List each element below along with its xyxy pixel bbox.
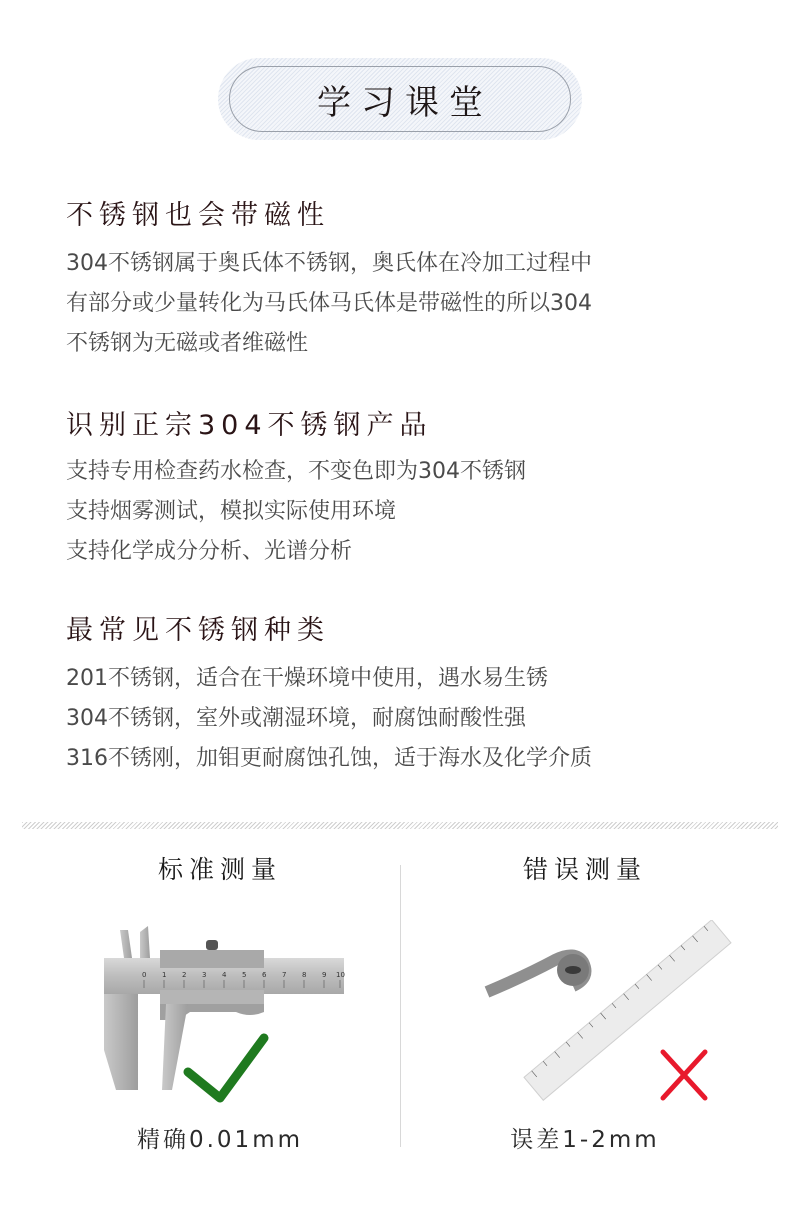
body-line: 不锈钢为无磁或者维磁性 xyxy=(66,331,309,356)
header-pill xyxy=(229,66,571,132)
section-title: 最常见不锈钢种类 xyxy=(66,615,330,646)
tape-and-ruler-illustration xyxy=(405,920,765,1120)
header-badge xyxy=(218,58,582,140)
standard-measurement-panel xyxy=(40,850,400,1170)
panel-caption: 误差1-2mm xyxy=(510,1127,660,1153)
svg-text:8: 8 xyxy=(302,971,307,979)
svg-text:4: 4 xyxy=(222,971,227,979)
svg-text:1: 1 xyxy=(162,971,167,979)
svg-text:6: 6 xyxy=(262,971,267,979)
svg-text:10: 10 xyxy=(336,971,345,979)
page-title: 学习课堂 xyxy=(317,82,493,123)
section-body xyxy=(66,452,746,572)
body-line: 304不锈钢，室外或潮湿环境，耐腐蚀耐酸性强 xyxy=(66,706,526,731)
body-line: 支持化学成分分析、光谱分析 xyxy=(66,539,353,564)
svg-text:5: 5 xyxy=(242,971,247,979)
section-body xyxy=(66,244,746,364)
svg-text:0: 0 xyxy=(142,971,147,979)
section-body xyxy=(66,659,746,779)
svg-text:2: 2 xyxy=(182,971,187,979)
body-line: 304不锈钢属于奥氏体不锈钢，奥氏体在冷加工过程中 xyxy=(66,251,592,276)
incorrect-measurement-panel xyxy=(405,850,765,1170)
body-line: 支持专用检查药水检查，不变色即为304不锈钢 xyxy=(66,459,526,484)
section-identify xyxy=(66,408,746,572)
body-line: 316不锈刚，加钼更耐腐蚀孔蚀，适于海水及化学介质 xyxy=(66,746,592,771)
column-divider xyxy=(400,865,401,1147)
svg-text:3: 3 xyxy=(202,971,207,979)
panel-title: 错误测量 xyxy=(522,855,647,884)
body-line: 支持烟雾测试，模拟实际使用环境 xyxy=(66,499,397,524)
stripe-divider xyxy=(22,822,778,829)
body-line: 201不锈钢，适合在干燥环境中使用，遇水易生锈 xyxy=(66,666,548,691)
svg-text:9: 9 xyxy=(322,971,327,979)
section-magnetism xyxy=(66,198,746,364)
cross-icon xyxy=(663,1052,705,1098)
panel-title: 标准测量 xyxy=(157,855,282,884)
check-icon xyxy=(188,1038,264,1098)
vernier-caliper-illustration xyxy=(40,920,400,1120)
section-title: 识别正宗304不锈钢产品 xyxy=(66,410,433,441)
section-types xyxy=(66,613,746,779)
svg-text:7: 7 xyxy=(282,971,287,979)
panel-caption: 精确0.01mm xyxy=(136,1127,304,1153)
body-line: 有部分或少量转化为马氏体马氏体是带磁性的所以304 xyxy=(66,291,592,316)
section-title: 不锈钢也会带磁性 xyxy=(66,200,330,231)
